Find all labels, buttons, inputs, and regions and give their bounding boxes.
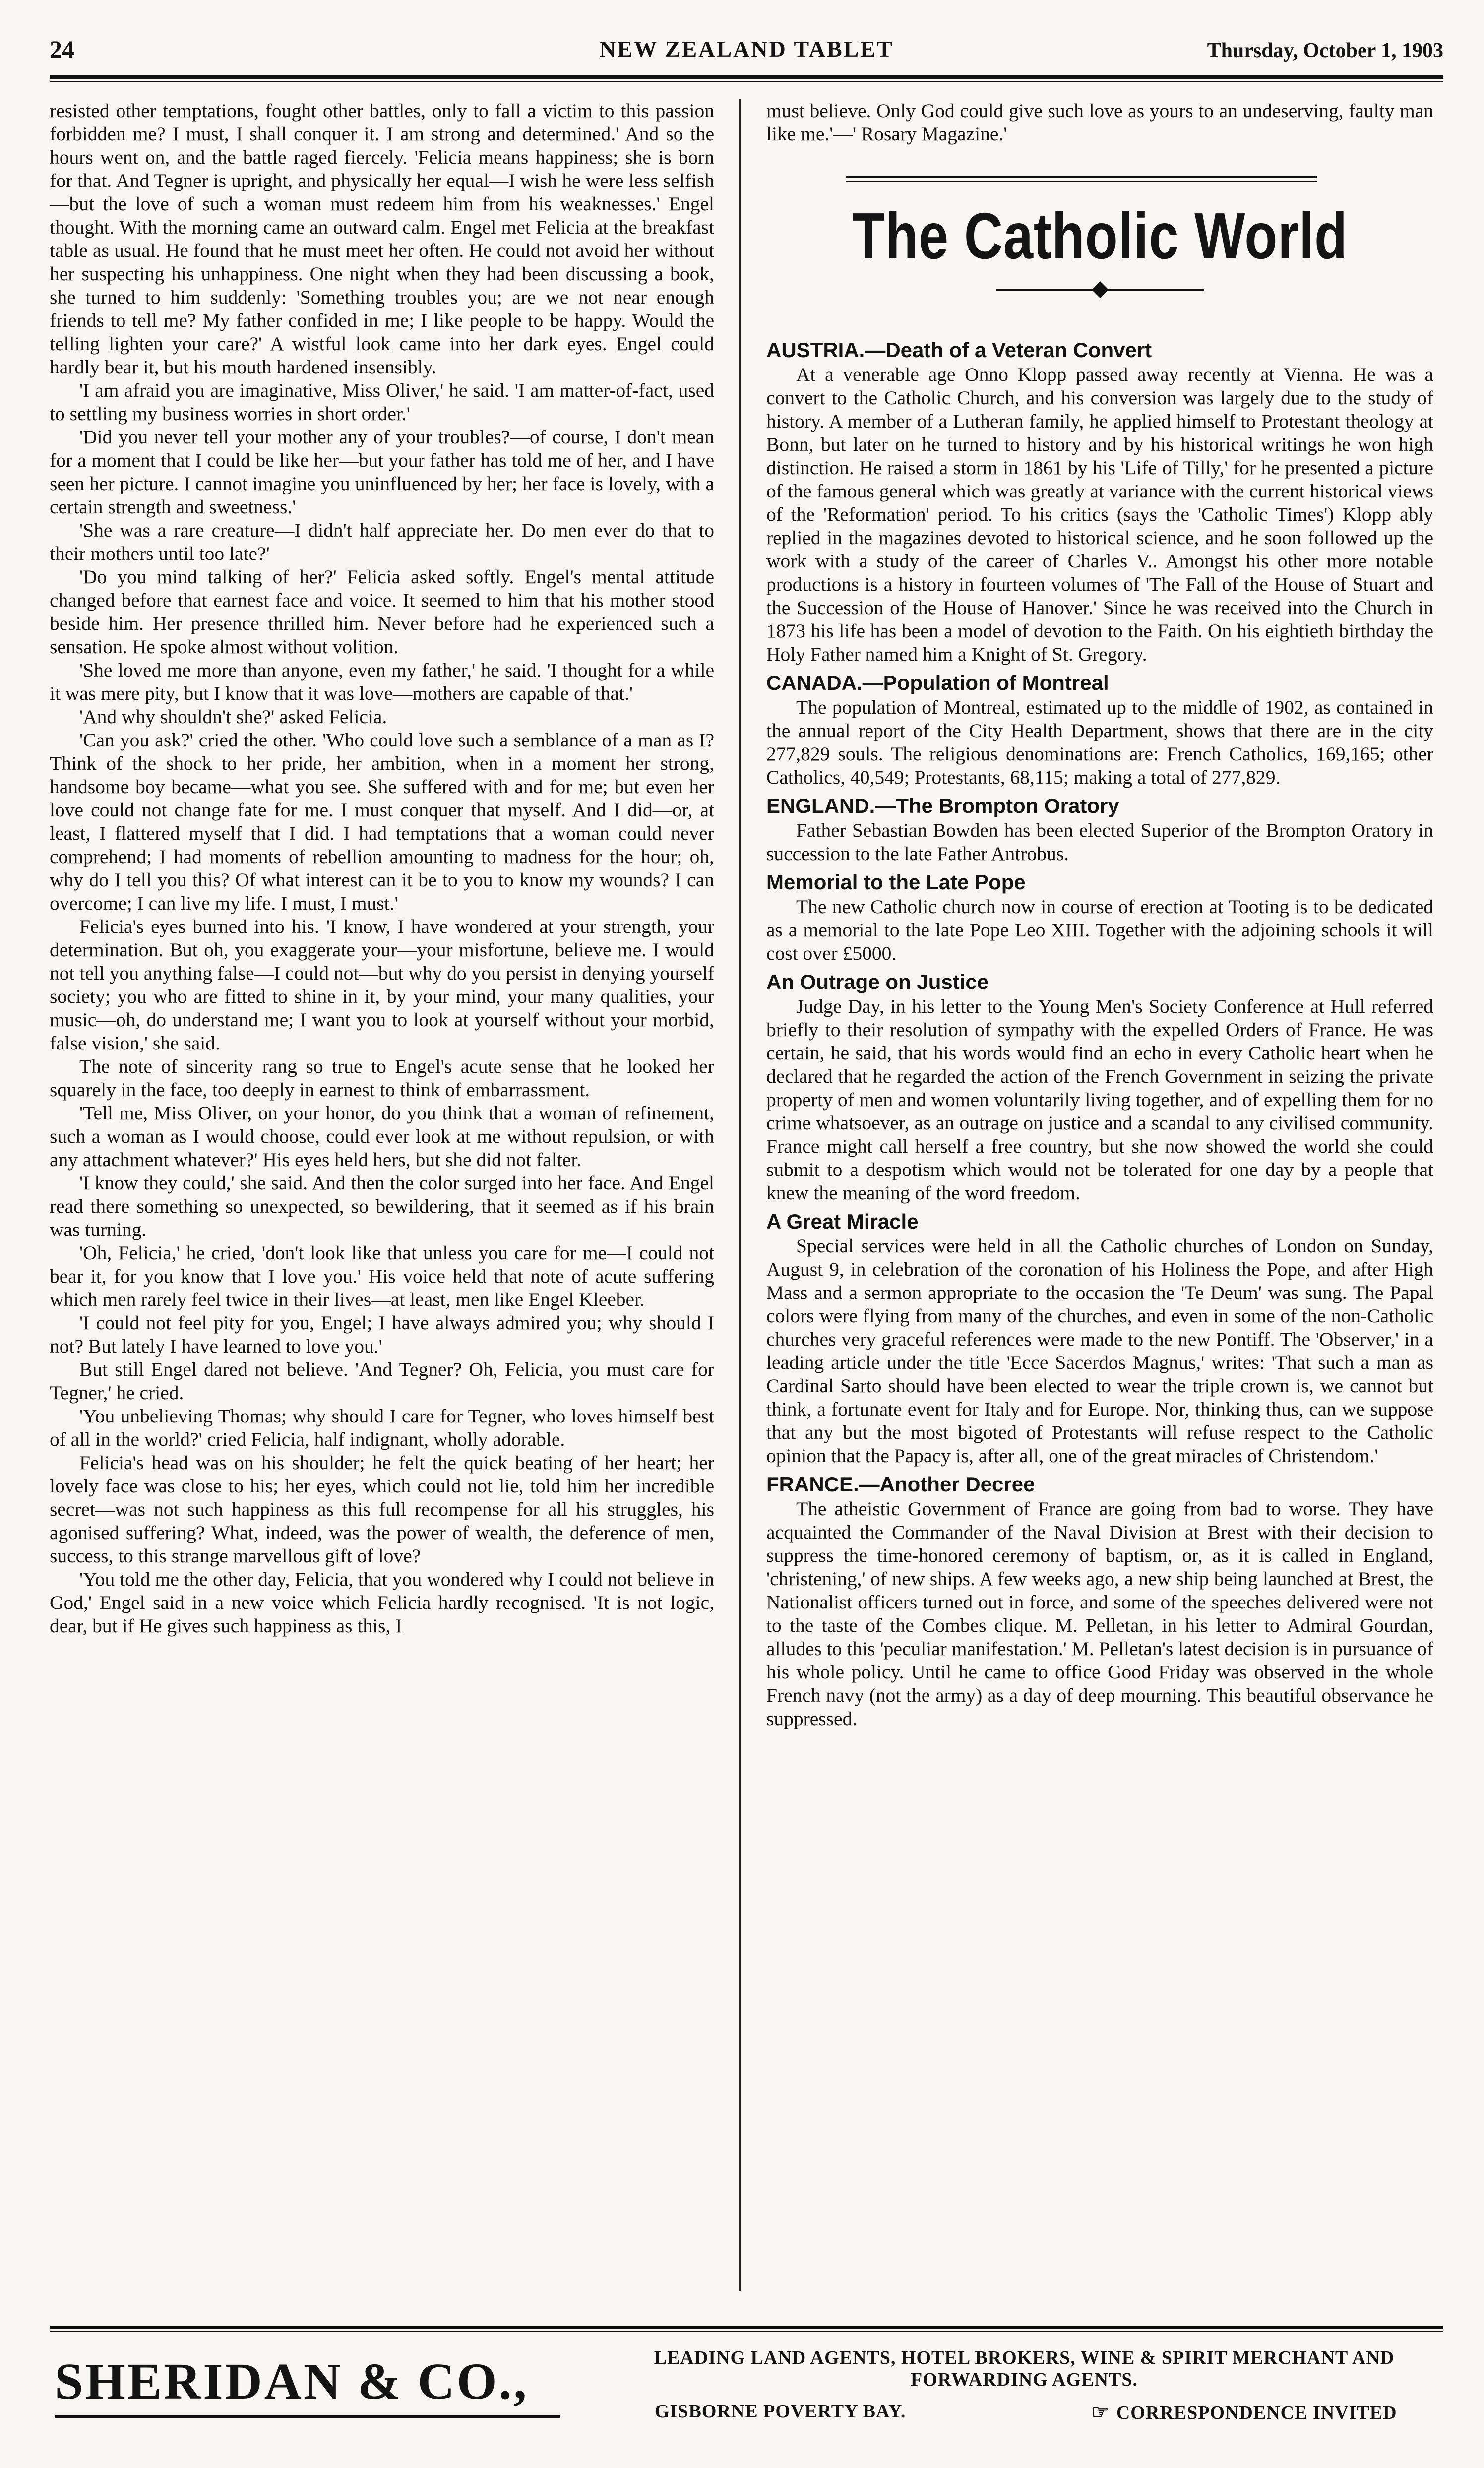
article-body: At a venerable age Onno Klopp passed away recently at Vienna. He was a convert to the Catholic Church, and his conversion was largely due to the study of history. A member of a Lutheran family, he applied himself to Protestant theology at Bonn, but later on he turned to history and by his historical writings he won high distinction. He raised a storm in 1861 by his 'Life of Tilly,' for he presented a picture of the famous general which was greatly at variance with the current historical views of the 'Reformation' period. To his critics (says the 'Catholic Times') Klopp ably replied in the magazines devoted to historical science, and he soon followed up the work with a study of the career of Charles V.. Amongst his other more notable productions is a history in fourteen volumes of 'The Fall of the House of Stuart and the Succession of the House of Hanover.' Since he was received into the Church in 1873 his life has been a model of devotion to the Faith. On his eightieth birthday the Holy Father named him a Knight of St. Gregory. <box>766 364 1433 665</box>
story-paragraph: 'I know they could,' she said. And then the color surged into her face. And Engel read there something so unexpected, so bewildering, that it seemed as if his brain was turning. <box>50 1172 714 1240</box>
story-paragraph: 'You told me the other day, Felicia, that you wondered why I could not believe in God,' Engel said in a new voice which Felicia hardly recognised. 'It is not logic, dear, but if He gives such happiness as this, I <box>50 1568 714 1637</box>
story-paragraph: But still Engel dared not believe. 'And Tegner? Oh, Felicia, you must care for Tegner,' he cried. <box>50 1358 714 1404</box>
advertisement-banner <box>50 2346 1443 2455</box>
story-paragraph: The note of sincerity rang so true to Engel's acute sense that he looked her squarely in the face, too deeply in earnest to think of embarrassment. <box>50 1055 714 1101</box>
section-title: The Catholic World <box>852 199 1348 272</box>
story-paragraph: 'I could not feel pity for you, Engel; I have always admired you; why should I not? But lately I have learned to love you.' <box>50 1312 714 1357</box>
advertiser-location: GISBORNE POVERTY BAY. <box>655 2401 906 2422</box>
publication-title: NEW ZEALAND TABLET <box>599 36 894 62</box>
story-paragraph: 'Did you never tell your mother any of your troubles?—of course, I don't mean for a moment that I could be like her—but your father has told me of her, and I have seen her picture. I cannot imagine you uninfluenced by her; her face is lovely, with a certain strength and sweetness.' <box>50 426 714 518</box>
section-rule <box>846 176 1317 182</box>
article-body: Special services were held in all the Catholic churches of London on Sunday, August 9, in celebration of the coronation of his Holiness the Pope, and after High Mass and a sermon appropriate to the occasion the 'Te Deum' was sung. The Papal colors were flying from many of the churches, and even in some of the non-Catholic churches very graceful references were made to the new Pontiff. The 'Observer,' in a leading article under the title 'Ecce Sacerdos Magnus,' writes: 'That such a man as Cardinal Sarto should have been elected to wear the triple crown is, we cannot but think, a fortunate event for Italy and for Europe. Nor, thinking thus, can we suppose that any but the most bigoted of Protestants will refuse respect to the Catholic opinion that the Papacy is, after all, one of the great miracles of Christendom.' <box>766 1235 1433 1467</box>
diamond-icon <box>1092 281 1109 298</box>
advertiser-underline <box>55 2415 560 2418</box>
story-paragraph: 'She loved me more than anyone, even my father,' he said. 'I thought for a while it was mere pity, but I know that it was love—mothers are capable of that.' <box>50 659 714 704</box>
correspondence-note <box>1091 2401 1397 2424</box>
right-column <box>766 99 1433 1730</box>
story-paragraph: 'Oh, Felicia,' he cried, 'don't look like that unless you care for me—I could not bear it, for you know that I love you.' His voice held that note of acute suffering which men rarely feel twice in their lives—at least, men like Engel Kleeber. <box>50 1242 714 1310</box>
advertiser-name: SHERIDAN & CO., <box>55 2353 529 2410</box>
story-paragraph: 'Do you mind talking of her?' Felicia asked softly. Engel's mental attitude changed before that earnest face and voice. It seemed to him that his mother stood beside him. Her presence thrilled him. Never before had he experienced such a sensation. He spoke almost without volition. <box>50 566 714 658</box>
story-paragraph: 'I am afraid you are imaginative, Miss Oliver,' he said. 'I am matter-of-fact, used to settling my business worries in short order.' <box>50 379 714 425</box>
story-paragraph: 'She was a rare creature—I didn't half appreciate her. Do men ever do that to their mothers until too late?' <box>50 519 714 564</box>
article-body: Judge Day, in his letter to the Young Men's Society Conference at Hull referred briefly to their resolution of sympathy with the expelled Orders of France. He was certain, he said, that his words would find an echo in every Catholic heart when he declared that he regarded the action of the French Government in seizing the private property of men and women voluntarily living together, and of expelling them for no crime whatsoever, as an outrage on justice and a scandal to any civilised community. France might call herself a free country, but she now showed the world she could submit to a despotism which would not be tolerated for one day by a people that knew the meaning of the word freedom. <box>766 995 1433 1204</box>
article-heading: CANADA.—Population of Montreal <box>766 671 1109 694</box>
article-heading: ENGLAND.—The Brompton Oratory <box>766 794 1119 817</box>
story-paragraph: Felicia's eyes burned into his. 'I know, I have wondered at your strength, your determination. But oh, you exaggerate your—your misfortune, believe me. I would not tell you anything false—I could not—but why do you persist in denying yourself society; you who are fitted to shine in it, by your mind, your many qualities, your music—oh, do understand me; I want you to look at yourself without your morbid, false vision,' she said. <box>50 916 714 1054</box>
issue-date: Thursday, October 1, 1903 <box>1207 39 1443 62</box>
diamond-divider <box>996 283 1204 298</box>
left-column-story <box>50 99 714 1638</box>
correspondence-text: CORRESPONDENCE INVITED <box>1116 2403 1397 2423</box>
article-body: The population of Montreal, estimated up to the middle of 1902, as contained in the annual report of the City Health Department, shows that there are in the city 277,829 souls. The religious denominations are: French Catholics, 169,165; other Catholics, 40,549; Protestants, 68,115; making a total of 277,829. <box>766 696 1433 788</box>
page-header <box>50 35 1443 74</box>
article-heading: An Outrage on Justice <box>766 970 989 993</box>
page-number: 24 <box>50 35 74 63</box>
article-heading: Memorial to the Late Pope <box>766 870 1026 894</box>
article-heading: AUSTRIA.—Death of a Veteran Convert <box>766 338 1152 362</box>
column-divider <box>739 99 741 2291</box>
article-body: The new Catholic church now in course of erection at Tooting is to be dedicated as a memorial to the late Pope Leo XIII. Together with the adjoining schools it will cost over £5000. <box>766 896 1433 964</box>
advertiser-description: LEADING LAND AGENTS, HOTEL BROKERS, WINE & SPIRIT MERCHANT AND FORWARDING AGENTS. <box>654 2347 1395 2390</box>
story-paragraph: 'Tell me, Miss Oliver, on your honor, do you think that a woman of refinement, such a woman as I would choose, could ever look at me without repulsion, or with any attachment whatever?' His eyes held hers, but she did not falter. <box>50 1102 714 1171</box>
article-body: The atheistic Government of France are going from bad to worse. They have acquainted the Commander of the Naval Division at Brest with their decision to suppress the time-honored ceremony of baptism, or, as it is called in England, 'christening,' of new ships. A few weeks ago, a new ship being launched at Brest, the Nationalist officers turned out in force, and some of the speeches delivered were not to the taste of the Combes clique. M. Pelletan, in his letter to Admiral Gourdan, alludes to this 'peculiar manifestation.' M. Pelletan's latest decision is in pursuance of his whole policy. Until he came to office Good Friday was observed in the whole French navy (not the army) as a day of deep mourning. This beautiful observance he suppressed. <box>766 1498 1433 1729</box>
story-paragraph: 'And why shouldn't she?' asked Felicia. <box>79 706 387 728</box>
story-paragraph: resisted other temptations, fought other battles, only to fall a victim to this passion forbidden me? I must, I shall conquer it. I am strong and determined.' And so the hours went on, and the battle raged fiercely. 'Felicia means happiness; she is born for that. And Tegner is upright, and physically her equal—I wish he were less selfish—but the love of such a woman must redeem him from his weaknesses.' Engel thought. With the morning came an outward calm. Engel met Felicia at the breakfast table as usual. He found that he must meet her often. He could not avoid her without her suspecting his unhappiness. One night when they had been discussing a book, she turned to him suddenly: 'Something troubles you; are we not near enough friends to tell me? My father confided in me; I like people to be happy. Would the telling lighten your care?' A wistful look came into her dark eyes. Engel could hardly bear it, but his mouth hardened insensibly. <box>50 100 714 378</box>
story-paragraph: 'You unbelieving Thomas; why should I care for Tegner, who loves himself best of all in the world?' cried Felicia, half indignant, wholly adorable. <box>50 1405 714 1450</box>
footer-rule <box>50 2326 1443 2332</box>
article-heading: A Great Miracle <box>766 1210 919 1233</box>
header-rule <box>50 75 1443 82</box>
story-ending: must believe. Only God could give such love as yours to an undeserving, faulty man like me.'—' Rosary Magazine.' <box>766 100 1433 145</box>
article-heading: FRANCE.—Another Decree <box>766 1473 1035 1496</box>
story-paragraph: 'Can you ask?' cried the other. 'Who could love such a semblance of a man as I? Think of the shock to her pride, her ambition, when in a moment her strong, handsome boy became—what you see. She suffered with and for me; but even her love could not change fate for me. I must conquer that myself. And I did—or, at least, I flattered myself that I did. I had temptations that a woman could never comprehend; I had moments of rebellion amounting to madness for the hour; oh, why do I tell you this? Of what interest can it be to you to know my wounds? I can overcome; I can live my life. I must, I must.' <box>50 729 714 914</box>
article-body: Father Sebastian Bowden has been elected Superior of the Brompton Oratory in succession to the late Father Antrobus. <box>766 819 1433 864</box>
pointing-hand-icon: ☞ <box>1091 2401 1110 2423</box>
story-paragraph: Felicia's head was on his shoulder; he felt the quick beating of her heart; her lovely face was close to his; her eyes, which could not lie, told him her incredible secret—was not such happiness as this full recompense for all his struggles, his agonised suffering? What, indeed, was the power of wealth, the deference of men, success, to this strange marvellous gift of love? <box>50 1452 714 1567</box>
